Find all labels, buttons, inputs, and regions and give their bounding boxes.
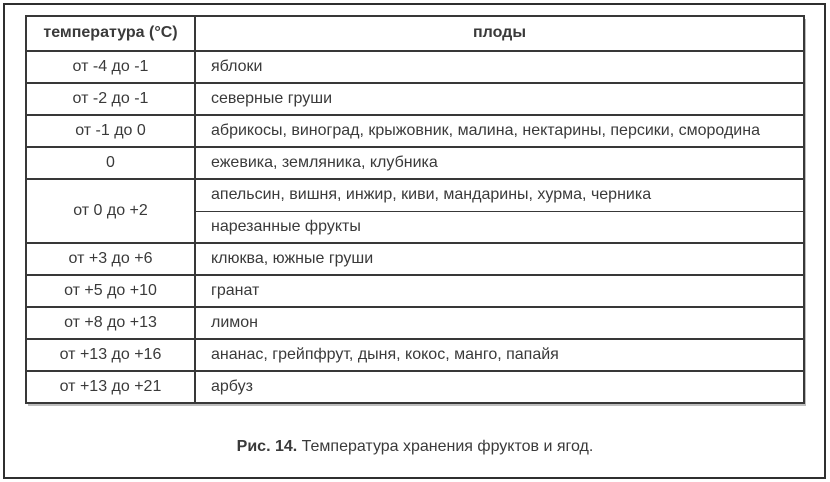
table-header-row (26, 16, 804, 51)
fruits-cell: нарезанные фрукты (195, 211, 804, 243)
table-row (26, 243, 804, 275)
figure-caption-number: Рис. 14. (236, 438, 298, 455)
temperature-cell: от +3 до +6 (26, 243, 195, 275)
temperature-cell: 0 (26, 147, 195, 179)
col-header-fruits: плоды (195, 16, 804, 51)
table-row (26, 179, 804, 211)
temperature-cell: от +13 до +16 (26, 339, 195, 371)
table-row (26, 371, 804, 403)
fruits-cell: арбуз (195, 371, 804, 403)
col-header-temperature: температура (°C) (26, 16, 195, 51)
fruits-cell: яблоки (195, 51, 804, 83)
temperature-cell: от 0 до +2 (26, 179, 195, 243)
fruits-cell: лимон (195, 307, 804, 339)
temperature-cell: от -4 до -1 (26, 51, 195, 83)
fruit-storage-table (25, 15, 805, 404)
fruits-cell: ежевика, земляника, клубника (195, 147, 804, 179)
fruits-cell: северные груши (195, 83, 804, 115)
temperature-cell: от +5 до +10 (26, 275, 195, 307)
fruits-cell: ананас, грейпфрут, дыня, кокос, манго, папайя (195, 339, 804, 371)
table-row (26, 307, 804, 339)
temperature-cell: от -2 до -1 (26, 83, 195, 115)
table-row (26, 147, 804, 179)
table-row (26, 51, 804, 83)
figure-caption (0, 438, 830, 456)
fruits-cell: гранат (195, 275, 804, 307)
fruits-cell: клюква, южные груши (195, 243, 804, 275)
temperature-cell: от -1 до 0 (26, 115, 195, 147)
temperature-cell: от +8 до +13 (26, 307, 195, 339)
fruits-cell: абрикосы, виноград, крыжовник, малина, нектарины, персики, смородина (195, 115, 804, 147)
temperature-cell: от +13 до +21 (26, 371, 195, 403)
fruits-cell: апельсин, вишня, инжир, киви, мандарины, хурма, черника (195, 179, 804, 211)
figure-caption-text: Температура хранения фруктов и ягод. (297, 438, 594, 455)
table-row (26, 339, 804, 371)
table-row (26, 115, 804, 147)
table-row (26, 83, 804, 115)
table-row (26, 275, 804, 307)
